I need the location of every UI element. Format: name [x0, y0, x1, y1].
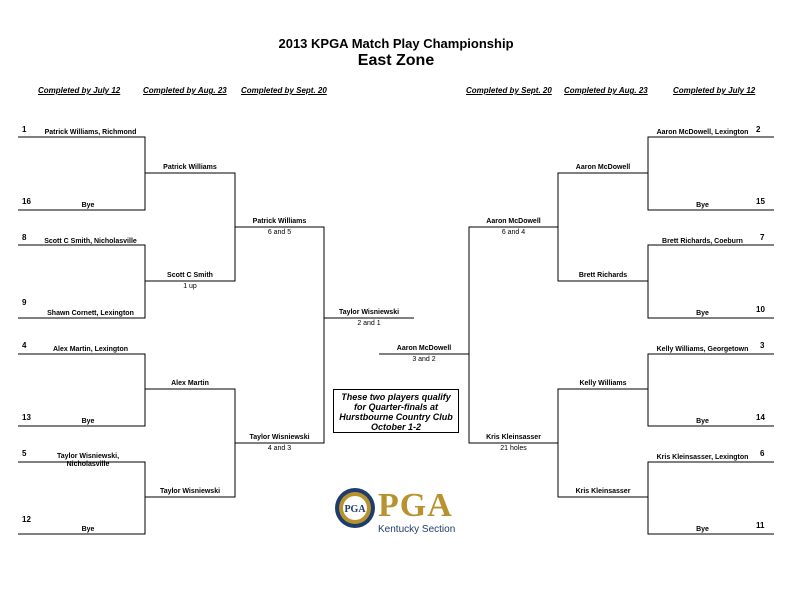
bracket-line-right-r2-m2 [558, 389, 648, 497]
seed-number: 4 [22, 341, 27, 350]
player-name: Bye [696, 526, 709, 533]
seed-number: 15 [756, 197, 765, 206]
player-name: Bye [81, 202, 95, 209]
player-name: Aaron McDowell [396, 345, 452, 352]
player-name: Kris Kleinsasser [486, 434, 541, 441]
seed-number: 8 [22, 233, 27, 242]
player-name: Aaron McDowell [486, 218, 541, 225]
match-score: 6 and 5 [267, 229, 292, 236]
emblem-text: PGA [344, 504, 366, 515]
bracket-line-left-r1-m3 [18, 354, 145, 426]
player-name: Taylor Wisniewski, Nicholasville [56, 453, 120, 468]
player-name: Kelly Williams, Georgetown [656, 346, 749, 353]
player-name: Kelly Williams [579, 380, 627, 387]
player-name: Patrick Williams [163, 164, 217, 171]
seed-number: 13 [22, 413, 31, 422]
seed-number: 10 [756, 305, 765, 314]
pga-emblem-icon [334, 487, 376, 529]
match-score: 21 holes [500, 445, 527, 452]
qualify-note-box [333, 389, 459, 433]
player-name: Bye [81, 526, 95, 533]
bracket-line-right-r3 [469, 227, 558, 443]
seed-number: 11 [756, 521, 765, 530]
player-name: Bye [81, 418, 95, 425]
bracket-line-left-r1-m4 [18, 462, 145, 534]
pga-logo [330, 485, 470, 541]
seed-number: 16 [22, 197, 31, 206]
player-name: Scott C Smith, Nicholasville [44, 238, 137, 245]
qualify-note-line: October 1-2 [370, 422, 421, 432]
qualify-note-line: These two players qualify [341, 392, 451, 402]
seed-number: 9 [22, 298, 27, 307]
player-name: Alex Martin [171, 380, 209, 387]
player-name: Aaron McDowell [575, 164, 631, 171]
bracket-line-right-r2-m1 [558, 173, 648, 281]
bracket-line-left-r3 [235, 227, 324, 443]
player-name: Kris Kleinsasser [575, 488, 631, 495]
player-name: Aaron McDowell, Lexington [656, 129, 749, 136]
page-subtitle: East Zone [357, 52, 435, 69]
player-name: Bye [696, 418, 709, 425]
player-name: Bye [696, 310, 709, 317]
bracket-line-left-r2-m1 [145, 173, 235, 281]
logo-wordmark: PGA [378, 487, 453, 524]
player-name: Shawn Cornett, Lexington [47, 310, 134, 317]
player-name: Taylor Wisniewski [338, 309, 400, 316]
round-header-left-r2: Completed by Aug. 23 [143, 86, 227, 95]
round-header-right-r2: Completed by Aug. 23 [564, 86, 648, 95]
seed-number: 6 [760, 449, 765, 458]
player-name: Brett Richards [578, 272, 628, 279]
page-title: 2013 KPGA Match Play Championship [278, 36, 514, 51]
match-score: 3 and 2 [412, 356, 436, 363]
player-name: Kris Kleinsasser, Lexington [656, 454, 749, 461]
seed-number: 12 [22, 515, 31, 524]
player-name: Brett Richards, Coeburn [662, 238, 743, 245]
player-name: Bye [696, 202, 709, 209]
player-name: Patrick Williams [252, 218, 307, 225]
round-header-left-r1: Completed by July 12 [38, 86, 121, 95]
player-name: Taylor Wisniewski [159, 488, 221, 495]
player-name: Taylor Wisniewski [249, 434, 310, 441]
round-header-right-r3: Completed by Sept. 20 [466, 86, 552, 95]
match-score: 6 and 4 [501, 229, 526, 236]
player-name: Patrick Williams, Richmond [44, 129, 137, 136]
seed-number: 7 [760, 233, 765, 242]
bracket-line-left-r2-m2 [145, 389, 235, 497]
player-name: Alex Martin, Lexington [52, 346, 129, 353]
match-score: 4 and 3 [267, 445, 292, 452]
seed-number: 5 [22, 449, 27, 458]
qualify-note-line: for Quarter-finals at [353, 402, 438, 412]
match-score: 1 up [183, 283, 197, 290]
seed-number: 1 [22, 125, 27, 134]
bracket-line-left-r1-m1 [18, 137, 145, 210]
seed-number: 14 [756, 413, 765, 422]
bracket-line-left-r1-m2 [18, 245, 145, 318]
seed-number: 3 [760, 341, 765, 350]
seed-number: 2 [756, 125, 761, 134]
round-header-left-r3: Completed by Sept. 20 [241, 86, 327, 95]
qualify-note-line: Hurstbourne Country Club [339, 412, 453, 422]
logo-section-label: Kentucky Section [378, 524, 456, 535]
player-name: Scott C Smith [167, 272, 213, 279]
round-header-right-r1: Completed by July 12 [673, 86, 756, 95]
match-score: 2 and 1 [357, 320, 381, 327]
